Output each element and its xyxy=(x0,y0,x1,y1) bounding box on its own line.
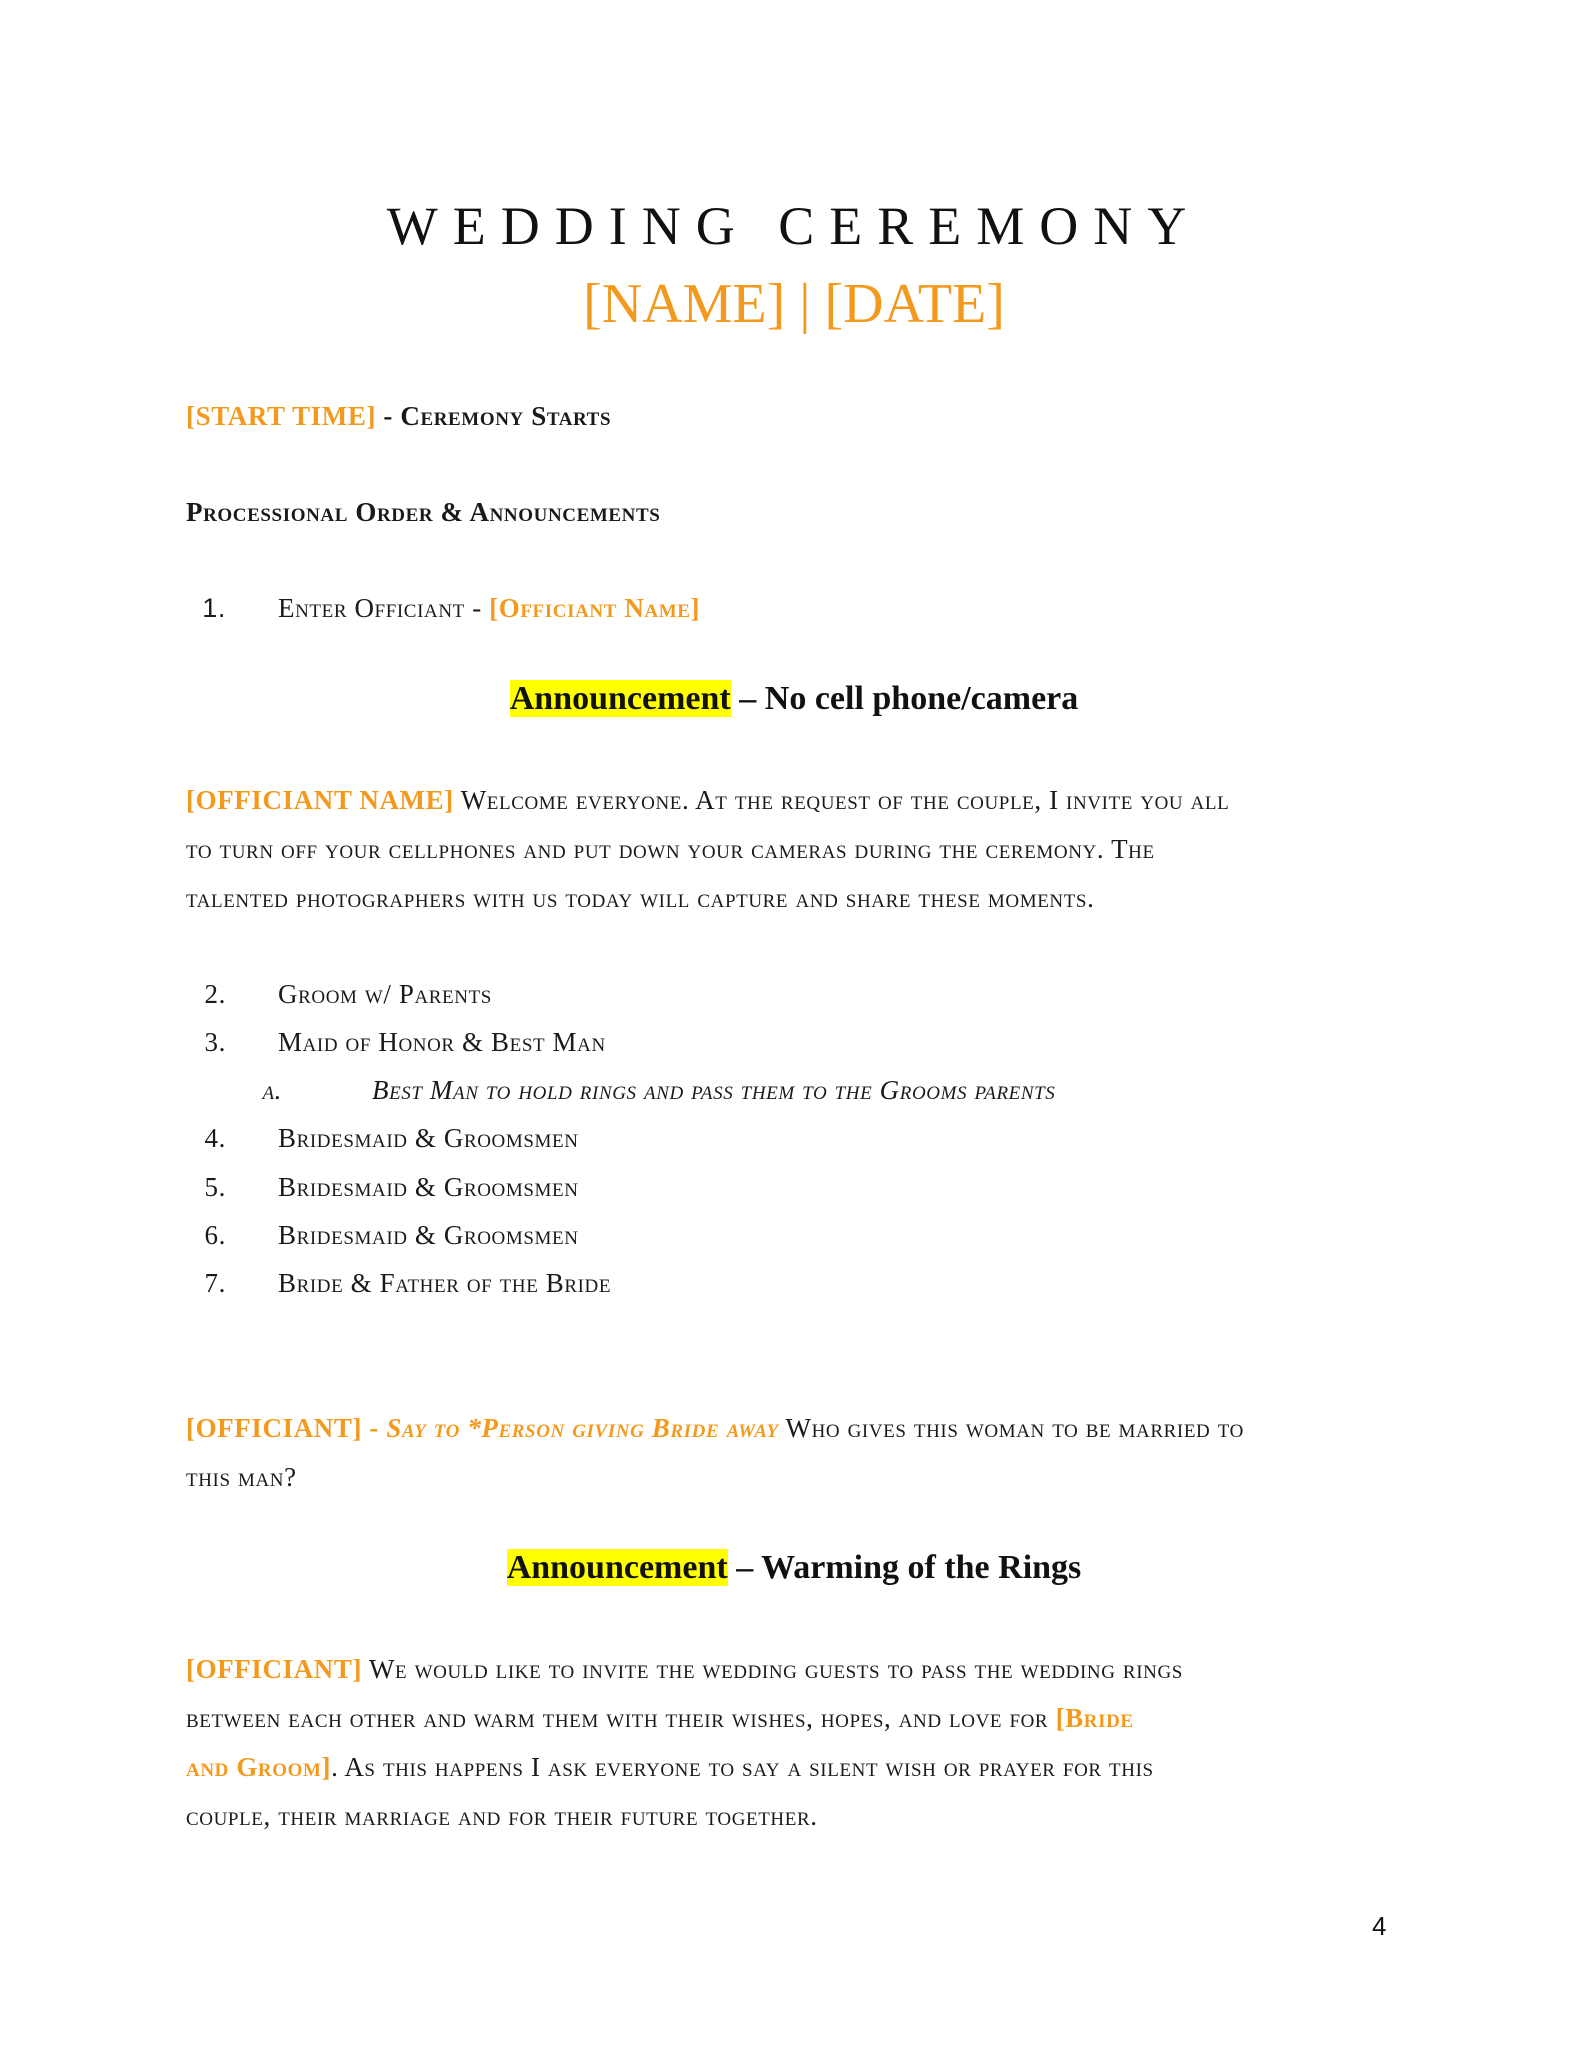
paragraph-line xyxy=(186,1645,1406,1694)
list-item-label: Enter Officiant - xyxy=(278,593,490,623)
announcement-text: – No cell phone/camera xyxy=(730,680,1079,717)
list-item-text: Bride & Father of the Bride xyxy=(278,1268,612,1298)
giving-away-paragraph xyxy=(186,1404,1406,1502)
officiant-name-placeholder: [Officiant Name] xyxy=(489,593,701,623)
paragraph-text: between each other and warm them with their wishes, hopes, and love for xyxy=(186,1703,1056,1733)
list-item-5 xyxy=(186,1163,1386,1212)
announcement-label: Announcement xyxy=(506,1549,728,1586)
page-number: 4 xyxy=(1372,1911,1387,1941)
paragraph-line xyxy=(186,1694,1406,1743)
paragraph-line: couple, their marriage and for their future together. xyxy=(186,1801,818,1831)
page-title: WEDDING CEREMONY xyxy=(386,196,1202,256)
list-number: 1. xyxy=(202,593,226,623)
list-item-text: Best Man to hold rings and pass them to the Grooms parents xyxy=(372,1075,1056,1105)
list-number: 5. xyxy=(204,1172,226,1202)
paragraph-line: to turn off your cellphones and put down your cameras during the ceremony. The xyxy=(186,834,1155,864)
speaker-placeholder: [OFFICIANT] xyxy=(186,1413,363,1443)
list-item-text: Maid of Honor & Best Man xyxy=(278,1027,606,1057)
paragraph-line: talented photographers with us today will capture and share these moments. xyxy=(186,883,1095,913)
speaker-placeholder: [OFFICIANT] xyxy=(186,1654,363,1684)
paragraph-line xyxy=(186,1404,1406,1453)
list-number: 3. xyxy=(204,1027,226,1057)
paragraph-text: . As this happens I ask everyone to say a silent wish or prayer for this xyxy=(331,1752,1154,1782)
paragraph-line xyxy=(186,776,1406,825)
paragraph-line xyxy=(186,1743,1406,1792)
paragraph-text: We would like to invite the wedding guests to pass the wedding rings xyxy=(362,1654,1183,1684)
list-number: 4. xyxy=(204,1123,226,1153)
list-number: a. xyxy=(262,1075,282,1105)
list-item-text: Bridesmaid & Groomsmen xyxy=(278,1220,579,1250)
paragraph-line: this man? xyxy=(186,1462,297,1492)
paragraph-text: Welcome everyone. At the request of the couple, I invite you all xyxy=(453,785,1230,815)
announcement-no-phones xyxy=(0,680,1588,718)
paragraph-text: Who gives this woman to be married to xyxy=(778,1413,1244,1443)
list-item-text: Bridesmaid & Groomsmen xyxy=(278,1123,579,1153)
announcement-text: – Warming of the Rings xyxy=(727,1549,1082,1586)
start-label: Ceremony Starts xyxy=(400,401,612,431)
list-item-3 xyxy=(186,1018,1386,1067)
page-subtitle: [NAME] | [DATE] xyxy=(583,273,1005,335)
couple-placeholder: [Bride xyxy=(1055,1703,1134,1733)
list-item-text: Bridesmaid & Groomsmen xyxy=(278,1172,579,1202)
list-item-6 xyxy=(186,1211,1386,1260)
list-number: 6. xyxy=(204,1220,226,1250)
start-time-line xyxy=(186,392,611,441)
start-time-placeholder: [START TIME] xyxy=(186,401,377,431)
start-separator: - xyxy=(376,401,401,431)
welcome-paragraph xyxy=(186,776,1406,923)
couple-placeholder: and Groom] xyxy=(186,1752,332,1782)
announcement-warming-rings xyxy=(0,1549,1588,1587)
speaker-placeholder: [OFFICIANT NAME] xyxy=(186,785,454,815)
list-item-2 xyxy=(186,970,1386,1019)
list-subitem-3a xyxy=(186,1066,1386,1115)
list-item-7 xyxy=(186,1259,1386,1308)
warming-rings-paragraph xyxy=(186,1645,1406,1841)
announcement-label: Announcement xyxy=(509,680,731,717)
stage-instruction: - Say to *Person giving Bride away xyxy=(362,1413,779,1443)
list-item-text: Groom w/ Parents xyxy=(278,979,492,1009)
list-number: 7. xyxy=(204,1268,226,1298)
list-item-text xyxy=(278,584,700,633)
list-item-1 xyxy=(186,584,1386,633)
processional-heading: Processional Order & Announcements xyxy=(186,497,661,527)
list-number: 2. xyxy=(204,979,226,1009)
list-item-4 xyxy=(186,1114,1386,1163)
